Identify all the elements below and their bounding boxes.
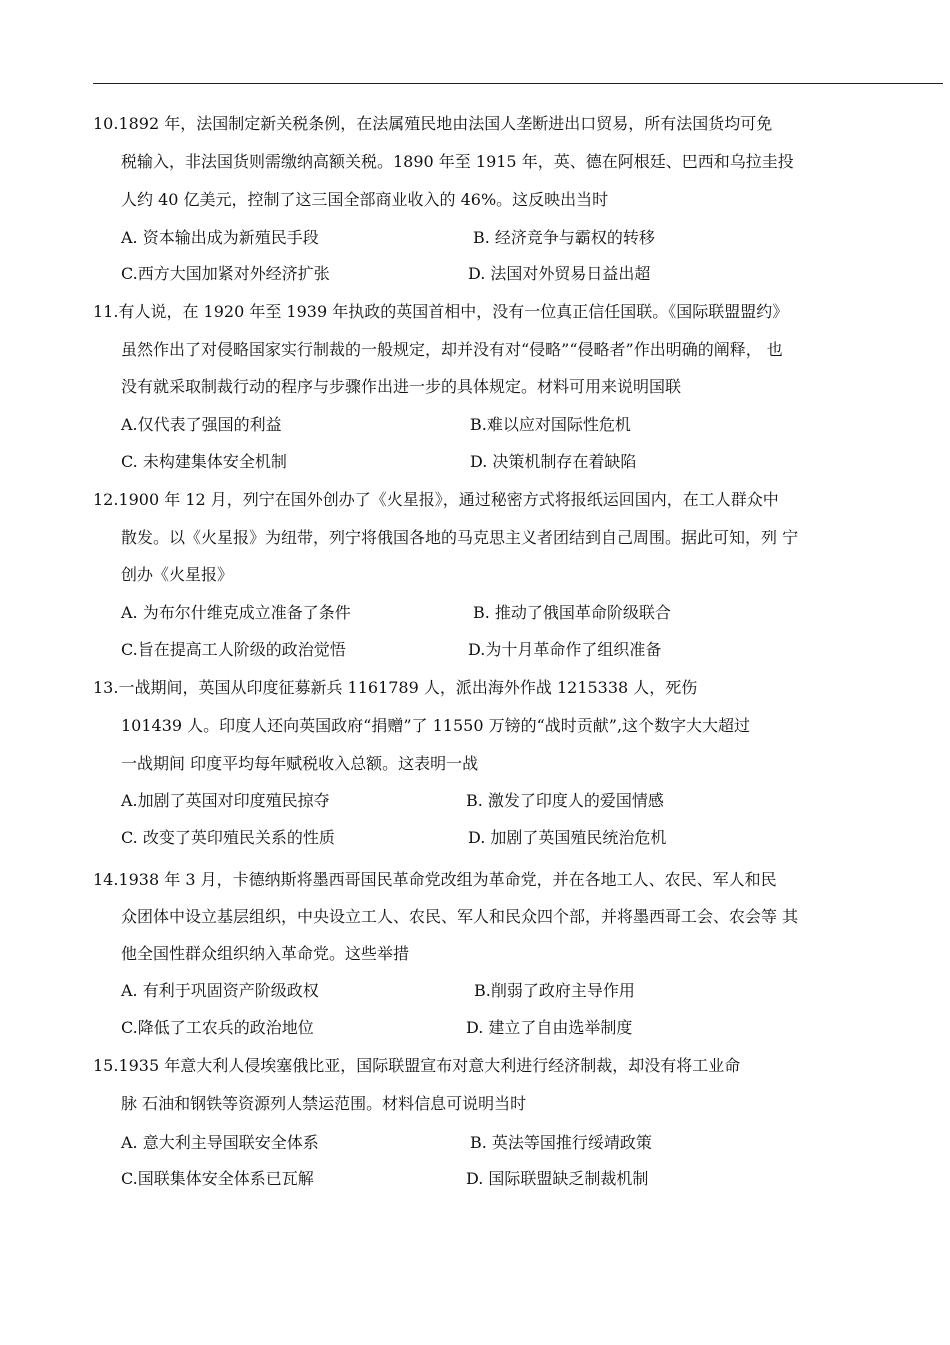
option-c: C. 未构建集体安全机制 bbox=[121, 452, 287, 471]
question-line: 虽然作出了对侵略国家实行制裁的一般规定，却并没有对“侵略”“侵略者”作出明确的阐释， 也 bbox=[121, 340, 783, 359]
question-line: 14.1938 年 3 月，卡德纳斯将墨西哥国民革命党改组为革命党，并在各地工人、农民、军人和民 bbox=[93, 870, 777, 889]
option-a: A.仅代表了强国的利益 bbox=[121, 415, 282, 434]
question-line: 没有就采取制裁行动的程序与步骤作出进一步的具体规定。材料可用来说明国联 bbox=[121, 377, 682, 396]
question-line: 12.1900 年 12 月，列宁在国外创办了《火星报》，通过秘密方式将报纸运回国内，在工人群众中 bbox=[93, 490, 779, 509]
option-a: A. 意大利主导国联安全体系 bbox=[121, 1133, 319, 1152]
option-d: D. 决策机制存在着缺陷 bbox=[470, 452, 637, 471]
option-c: C. 改变了英印殖民关系的性质 bbox=[121, 828, 335, 847]
question-line: 脉 石油和钢铁等资源列人禁运范围。材料信息可说明当时 bbox=[121, 1094, 527, 1113]
option-d: D. 法国对外贸易日益出超 bbox=[468, 264, 651, 283]
option-d: D.为十月革命作了组织准备 bbox=[468, 640, 662, 659]
option-a: A. 资本输出成为新殖民手段 bbox=[121, 228, 319, 247]
question-line: 税输入，非法国货则需缴纳高额关税。1890 年至 1915 年，英、德在阿根廷、巴西和乌拉圭投 bbox=[121, 152, 794, 171]
option-d: D. 国际联盟缺乏制裁机制 bbox=[466, 1169, 649, 1188]
option-b: B. 经济竞争与霸权的转移 bbox=[473, 228, 655, 247]
question-line: 他全国性群众组织纳入革命党。这些举措 bbox=[121, 944, 410, 963]
option-c: C.西方大国加紧对外经济扩张 bbox=[121, 264, 330, 283]
question-line: 11.有人说，在 1920 年至 1939 年执政的英国首相中，没有一位真正信任国联。《国际联盟盟约》 bbox=[93, 302, 789, 321]
question-line: 101439 人。印度人还向英国政府“捐赠”了 11550 万镑的“战时贡献”,这个数字大大超过 bbox=[121, 716, 751, 735]
option-c: C.国联集体安全体系已瓦解 bbox=[121, 1169, 314, 1188]
option-b: B.削弱了政府主导作用 bbox=[474, 981, 635, 1000]
question-line: 众团体中设立基层组织，中央设立工人、农民、军人和民众四个部，并将墨西哥工会、农会等 其 bbox=[121, 907, 799, 926]
question-line: 散发。以《火星报》为纽带，列宁将俄国各地的马克思主义者团结到自己周围。据此可知，列 宁 bbox=[121, 528, 799, 547]
option-b: B.难以应对国际性危机 bbox=[470, 415, 631, 434]
question-line: 13.一战期间，英国从印度征募新兵 1161789 人，派出海外作战 1215338 人，死伤 bbox=[93, 678, 698, 697]
option-b: B. 英法等国推行绥靖政策 bbox=[470, 1133, 652, 1152]
option-a: A. 有利于巩固资产阶级政权 bbox=[121, 981, 319, 1000]
option-d: D. 加剧了英国殖民统治危机 bbox=[468, 828, 667, 847]
question-line: 创办《火星报》 bbox=[121, 565, 234, 584]
option-c: C.降低了工农兵的政治地位 bbox=[121, 1018, 314, 1037]
option-b: B. 激发了印度人的爱国情感 bbox=[466, 791, 664, 810]
option-b: B. 推动了俄国革命阶级联合 bbox=[473, 603, 671, 622]
option-c: C.旨在提高工人阶级的政治觉悟 bbox=[121, 640, 346, 659]
option-a: A. 为布尔什维克成立准备了条件 bbox=[121, 603, 351, 622]
option-a: A.加剧了英国对印度殖民掠夺 bbox=[121, 791, 330, 810]
question-line: 15.1935 年意大利人侵埃塞俄比亚，国际联盟宣布对意大利进行经济制裁，却没有将工业命 bbox=[93, 1056, 741, 1075]
question-line: 人约 40 亿美元，控制了这三国全部商业收入的 46%。这反映出当时 bbox=[121, 190, 609, 209]
question-line: 10.1892 年，法国制定新关税条例，在法属殖民地由法国人垄断进出口贸易，所有法国货均可免 bbox=[93, 114, 773, 133]
question-line: 一战期间 印度平均每年赋税收入总额。这表明一战 bbox=[121, 754, 479, 773]
option-d: D. 建立了自由选举制度 bbox=[466, 1018, 633, 1037]
header-rule bbox=[93, 83, 943, 84]
